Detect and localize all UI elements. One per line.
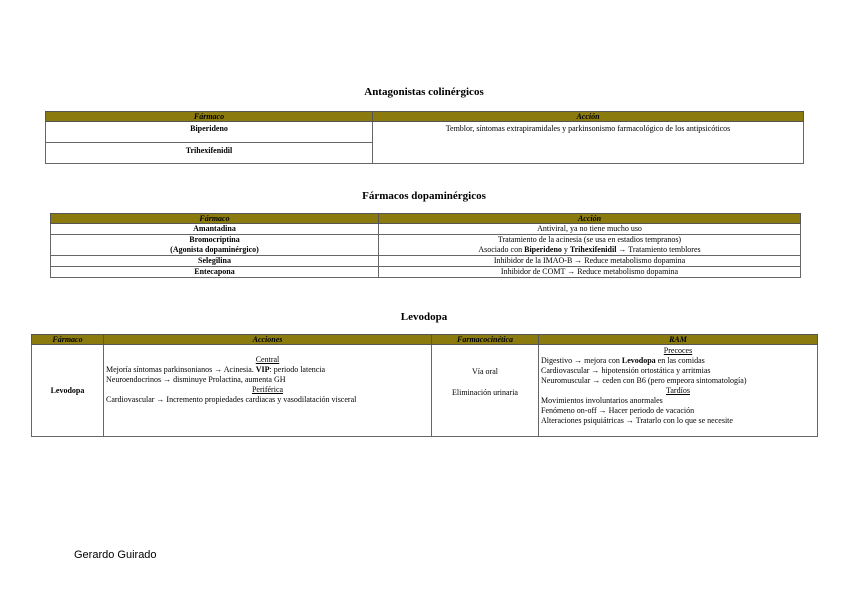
ram-cell [539, 345, 818, 437]
drug-action: Antiviral, ya no tiene mucho uso [379, 224, 801, 235]
fk-line: Vía oral [472, 367, 498, 376]
ram-line: Movimientos involuntarios anormales [541, 396, 663, 405]
precoces-heading: Precoces [663, 346, 693, 355]
tardios-heading: Tardíos [666, 386, 690, 395]
ram-line: Digestivo → mejora con Levodopa en las comidas [541, 356, 705, 365]
ram-line: Fenómeno on-off → Hacer periodo de vacación [541, 406, 695, 415]
farmacocinetica-cell [432, 345, 539, 437]
central-heading: Central [255, 355, 280, 364]
drug-biperideno: Biperideno [46, 122, 373, 143]
table-row [51, 224, 801, 235]
ram-line: Cardiovascular → hipotensión ortostática y arritmias [541, 366, 711, 375]
table-row [51, 267, 801, 278]
central-line: Mejoría síntomas parkinsonianos → Acinesia. VIP: periodo latencia [106, 365, 326, 374]
periferica-line: Cardiovascular → Incremento propiedades cardiacas y vasodilatación visceral [106, 395, 357, 404]
header-accion: Acción [379, 214, 801, 224]
drug-action: Inhibidor de la IMAO-B → Reduce metabolismo dopamina [379, 256, 801, 267]
header-farmaco: Fármaco [46, 112, 373, 122]
table-row [51, 256, 801, 267]
title-dopaminergicos: Fármacos dopaminérgicos [362, 190, 486, 202]
ram-line: Alteraciones psiquiátricas → Tratarlo con lo que se necesite [541, 416, 733, 425]
central-line: Neuroendocrinos → disminuye Prolactina, aumenta GH [106, 375, 286, 384]
table-antagonistas [45, 111, 804, 164]
header-farmaco: Fármaco [51, 214, 379, 224]
header-accion: Acción [373, 112, 804, 122]
table-row [32, 345, 818, 437]
ram-line: Neuromuscular → ceden con B6 (pero empeora sintomatología) [541, 376, 747, 385]
fk-line: Eliminación urinaria [452, 388, 518, 397]
table-levodopa [31, 334, 818, 437]
drug-cell [51, 235, 379, 256]
action-cell [379, 235, 801, 256]
header-farmaco: Fármaco [32, 335, 104, 345]
footer-author: Gerardo Guirado [74, 549, 157, 561]
acciones-cell [104, 345, 432, 437]
action-line: Asociado con Biperideno y Trihexifenidil → Tratamiento temblores [478, 245, 701, 254]
drug-trihexifenidil: Trihexifenidil [46, 143, 373, 164]
action-antagonistas: Temblor, síntomas extrapiramidales y parkinsonismo farmacológico de los antipsicóticos [373, 122, 804, 164]
title-levodopa: Levodopa [400, 311, 448, 323]
header-ram: RAM [539, 335, 818, 345]
drug-action: Inhibidor de COMT → Reduce metabolismo dopamina [379, 267, 801, 278]
table-row [51, 235, 801, 256]
drug-name: Bromocriptina [189, 235, 240, 244]
drug-subtitle: (Agonista dopaminérgico) [170, 245, 259, 254]
drug-name: Entecapona [51, 267, 379, 278]
drug-levodopa: Levodopa [32, 345, 104, 437]
table-dopaminergicos [50, 213, 801, 278]
periferica-heading: Periférica [251, 385, 284, 394]
drug-name: Selegilina [51, 256, 379, 267]
header-farmacocinetica: Farmacocinética [432, 335, 539, 345]
drug-name: Amantadina [51, 224, 379, 235]
title-antagonistas: Antagonistas colinérgicos [364, 86, 484, 98]
action-line: Tratamiento de la acinesia (se usa en estadios tempranos) [497, 235, 682, 244]
header-acciones: Acciones [104, 335, 432, 345]
